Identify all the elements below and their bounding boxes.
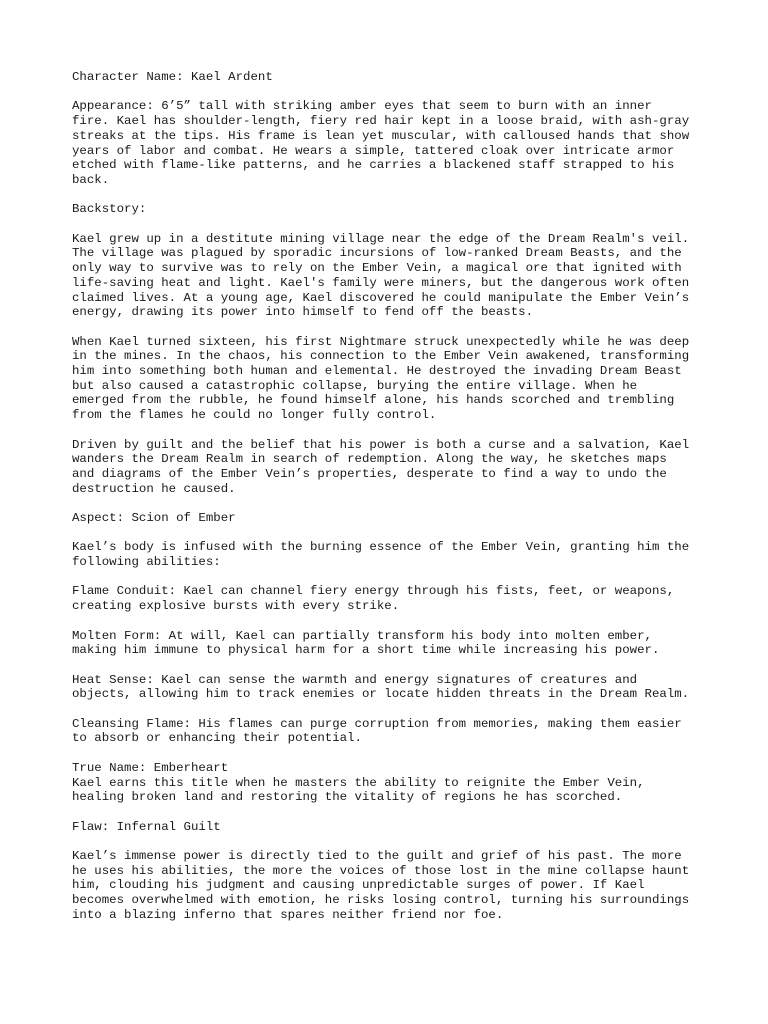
text-line: Flame Conduit: Kael can channel fiery energy through his fists, feet, or weapons, <box>72 584 675 599</box>
aspect-heading <box>72 511 712 526</box>
text-line: destruction he caused. <box>72 481 236 496</box>
text-line: him into something both human and elemental. He destroyed the invading Dream Beast <box>72 364 682 378</box>
text-line: Kael earns this title when he masters the ability to reignite the Ember Vein, <box>72 775 645 790</box>
document-page <box>72 70 712 937</box>
text-line: creating explosive bursts with every strike. <box>72 599 400 614</box>
text-line: only way to survive was to rely on the Ember Vein, a magical ore that ignited with <box>72 261 682 276</box>
text-line: emerged from the rubble, he found himself alone, his hands scorched and trembling <box>72 393 675 408</box>
text-line: Heat Sense: Kael can sense the warmth and energy signatures of creatures and <box>72 672 638 687</box>
backstory-paragraph-3 <box>72 438 712 497</box>
text-line: into a blazing inferno that spares neither friend nor foe. <box>72 907 504 922</box>
text-line: him, clouding his judgment and causing unpredictable surges of power. If Kael <box>72 878 645 893</box>
backstory-paragraph-1 <box>72 232 712 320</box>
ability-heat-sense <box>72 673 712 702</box>
text-line: becomes overwhelmed with emotion, he risks losing control, turning his surroundings <box>72 893 690 908</box>
text-line: making him immune to physical harm for a short time while increasing his power. <box>72 643 660 658</box>
text-line: True Name: Emberheart <box>72 760 229 775</box>
text-line: Kael’s immense power is directly tied to the guilt and grief of his past. The more <box>72 849 682 864</box>
text-line: back. <box>72 172 110 187</box>
text-line: Character Name: Kael Ardent <box>72 70 273 84</box>
flaw-description <box>72 849 712 923</box>
aspect-intro <box>72 540 712 569</box>
text-line: years of labor and combat. He wears a simple, tattered cloak over intricate armor <box>72 143 675 158</box>
text-line: Aspect: Scion of Ember <box>72 511 236 525</box>
text-line: streaks at the tips. His frame is lean yet muscular, with calloused hands that show <box>72 128 690 143</box>
ability-flame-conduit <box>72 584 712 613</box>
text-line: he uses his abilities, the more the voices of those lost in the mine collapse haunt <box>72 863 690 878</box>
text-line: Kael’s body is infused with the burning essence of the Ember Vein, granting him the <box>72 540 690 555</box>
text-line: healing broken land and restoring the vitality of regions he has scorched. <box>72 790 623 805</box>
backstory-paragraph-2 <box>72 335 712 423</box>
text-line: Kael grew up in a destitute mining village near the edge of the Dream Realm's veil. <box>72 231 690 246</box>
text-line: Molten Form: At will, Kael can partially transform his body into molten ember, <box>72 628 652 643</box>
text-line: Driven by guilt and the belief that his power is both a curse and a salvation, Kael <box>72 437 690 452</box>
text-line: fire. Kael has shoulder-length, fiery red hair kept in a loose braid, with ash-gray <box>72 114 690 129</box>
text-line: objects, allowing him to track enemies or locate hidden threats in the Dream Realm. <box>72 687 690 702</box>
text-line: but also caused a catastrophic collapse, burying the entire village. When he <box>72 378 638 393</box>
text-line: The village was plagued by sporadic incursions of low-ranked Dream Beasts, and the <box>72 246 682 261</box>
flaw-heading <box>72 820 712 835</box>
character-name <box>72 70 712 85</box>
text-line: Cleansing Flame: His flames can purge corruption from memories, making them easier <box>72 716 682 731</box>
text-line: Flaw: Infernal Guilt <box>72 819 221 834</box>
text-line: and diagrams of the Ember Vein’s properties, desperate to find a way to undo the <box>72 466 667 481</box>
ability-cleansing-flame <box>72 717 712 746</box>
text-line: energy, drawing its power into himself to fend off the beasts. <box>72 305 534 320</box>
text-line: claimed lives. At a young age, Kael discovered he could manipulate the Ember Vein’s <box>72 290 690 305</box>
text-line: in the mines. In the chaos, his connection to the Ember Vein awakened, transforming <box>72 349 690 364</box>
appearance <box>72 99 712 187</box>
text-line: following abilities: <box>72 555 221 570</box>
text-line: to absorb or enhancing their potential. <box>72 731 362 746</box>
text-line: life-saving heat and light. Kael's family were miners, but the dangerous work often <box>72 275 690 290</box>
text-line: Appearance: 6’5” tall with striking amber eyes that seem to burn with an inner <box>72 99 652 114</box>
ability-molten-form <box>72 629 712 658</box>
text-line: wanders the Dream Realm in search of redemption. Along the way, he sketches maps <box>72 452 667 467</box>
text-line: Backstory: <box>72 202 147 217</box>
text-line: from the flames he could no longer fully control. <box>72 408 437 423</box>
true-name <box>72 761 712 805</box>
text-line: When Kael turned sixteen, his first Nightmare struck unexpectedly while he was deep <box>72 334 690 349</box>
backstory-heading <box>72 202 712 217</box>
text-line: etched with flame-like patterns, and he carries a blackened staff strapped to his <box>72 158 675 173</box>
